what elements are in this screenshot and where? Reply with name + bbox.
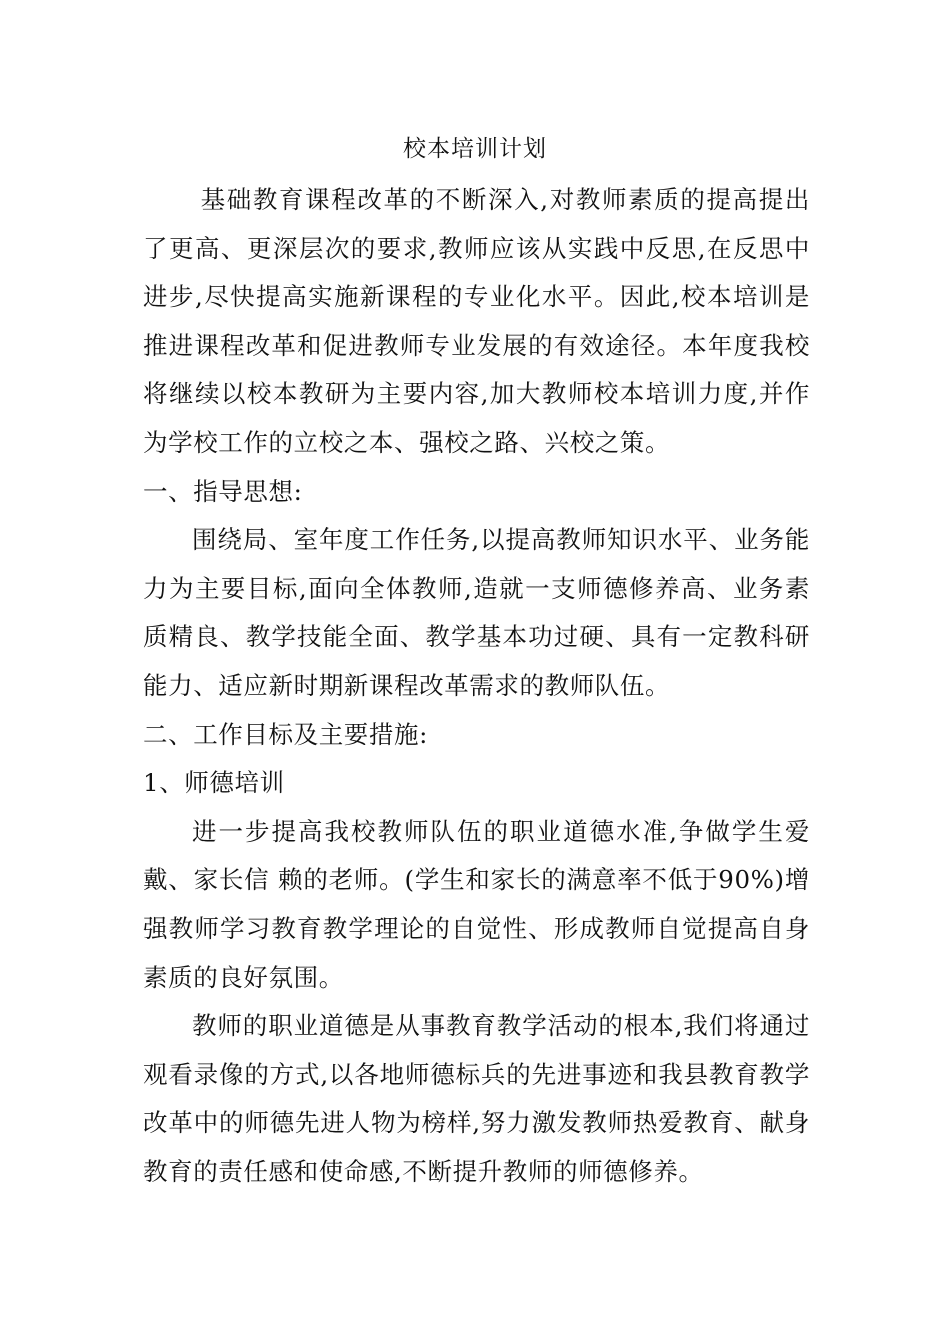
document-body bbox=[143, 176, 810, 1196]
section-heading-guiding-ideology: 一、指导思想: bbox=[143, 476, 303, 506]
ethics-training-paragraph-1: 进一步提高我校教师队伍的职业道德水准,争做学生爱戴、家长信 赖的老师。(学生和家长的满意率不低于90%)增强教师学习教育教学理论的自觉性、形成教师自觉提高自身素质的良好氛围。 bbox=[143, 816, 810, 992]
intro-paragraph: 基础教育课程改革的不断深入,对教师素质的提高提出了更高、更深层次的要求,教师应该从实践中反思,在反思中进步,尽快提高实施新课程的专业化水平。因此,校本培训是推进课程改革和促进教师专业发展的有效途径。本年度我校将继续以校本教研为主要内容,加大教师校本培训力度,并作为学校工作的立校之本、强校之路、兴校之策。 bbox=[143, 185, 810, 457]
subsection-heading-ethics-training: 1、师德培训 bbox=[143, 768, 285, 798]
ethics-training-paragraph-2: 教师的职业道德是从事教育教学活动的根本,我们将通过观看录像的方式,以各地师德标兵的先进事迹和我县教育教学改革中的师德先进人物为榜样,努力激发教师热爱教育、献身教育的责任感和使命感,不断提升教师的师德修养。 bbox=[143, 1011, 810, 1186]
document-title: 校本培训计划 bbox=[403, 136, 547, 162]
guiding-ideology-paragraph: 围绕局、室年度工作任务,以提高教师知识水平、业务能力为主要目标,面向全体教师,造就一支师德修养高、业务素质精良、教学技能全面、教学基本功过硬、具有一定教科研能力、适应新时期新课程改革需求的教师队伍。 bbox=[143, 525, 810, 700]
section-heading-goals-measures: 二、工作目标及主要措施: bbox=[143, 719, 428, 749]
